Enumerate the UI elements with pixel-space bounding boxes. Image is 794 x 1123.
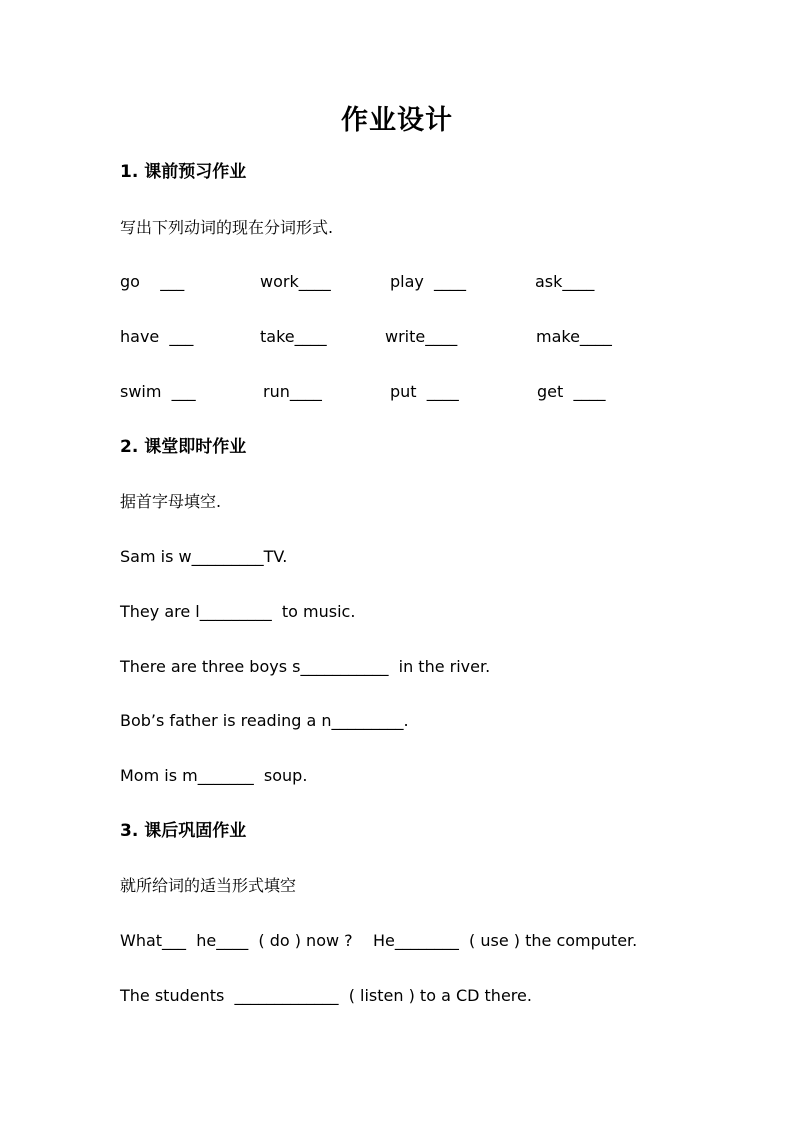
section3-instruction: 就所给词的适当形式填空	[120, 876, 297, 895]
verb-cell: swim ___	[120, 382, 196, 401]
section3-heading: 3. 课后巩固作业	[120, 821, 247, 841]
verb-cell: go ___	[120, 272, 185, 291]
section1-heading: 1. 课前预习作业	[120, 162, 247, 182]
verb-cell: work____	[260, 272, 331, 291]
fill-in-item: The students _____________ ( listen ) to a CD there.	[120, 986, 532, 1005]
section1-instruction: 写出下列动词的现在分词形式.	[120, 218, 334, 237]
verb-cell: take____	[260, 327, 327, 346]
fill-in-item: There are three boys s___________ in the river.	[120, 657, 491, 676]
fill-in-item: Bob’s father is reading a n_________.	[120, 711, 409, 730]
verb-cell: have ___	[120, 327, 194, 346]
verb-cell: ask____	[535, 272, 595, 291]
fill-in-item: What___ he____ ( do ) now ? He________ ( use ) the computer.	[120, 931, 638, 950]
verb-cell: write____	[385, 327, 458, 346]
verb-cell: run____	[263, 382, 322, 401]
section2-heading: 2. 课堂即时作业	[120, 437, 247, 457]
verb-cell: play ____	[390, 272, 467, 291]
fill-in-item: Sam is w_________TV.	[120, 547, 288, 566]
verb-cell: get ____	[537, 382, 606, 401]
verb-cell: make____	[536, 327, 612, 346]
verb-cell: put ____	[390, 382, 459, 401]
fill-in-item: Mom is m_______ soup.	[120, 766, 308, 785]
page-title: 作业设计	[341, 105, 453, 136]
section2-instruction: 据首字母填空.	[120, 492, 222, 511]
fill-in-item: They are l_________ to music.	[120, 602, 356, 621]
